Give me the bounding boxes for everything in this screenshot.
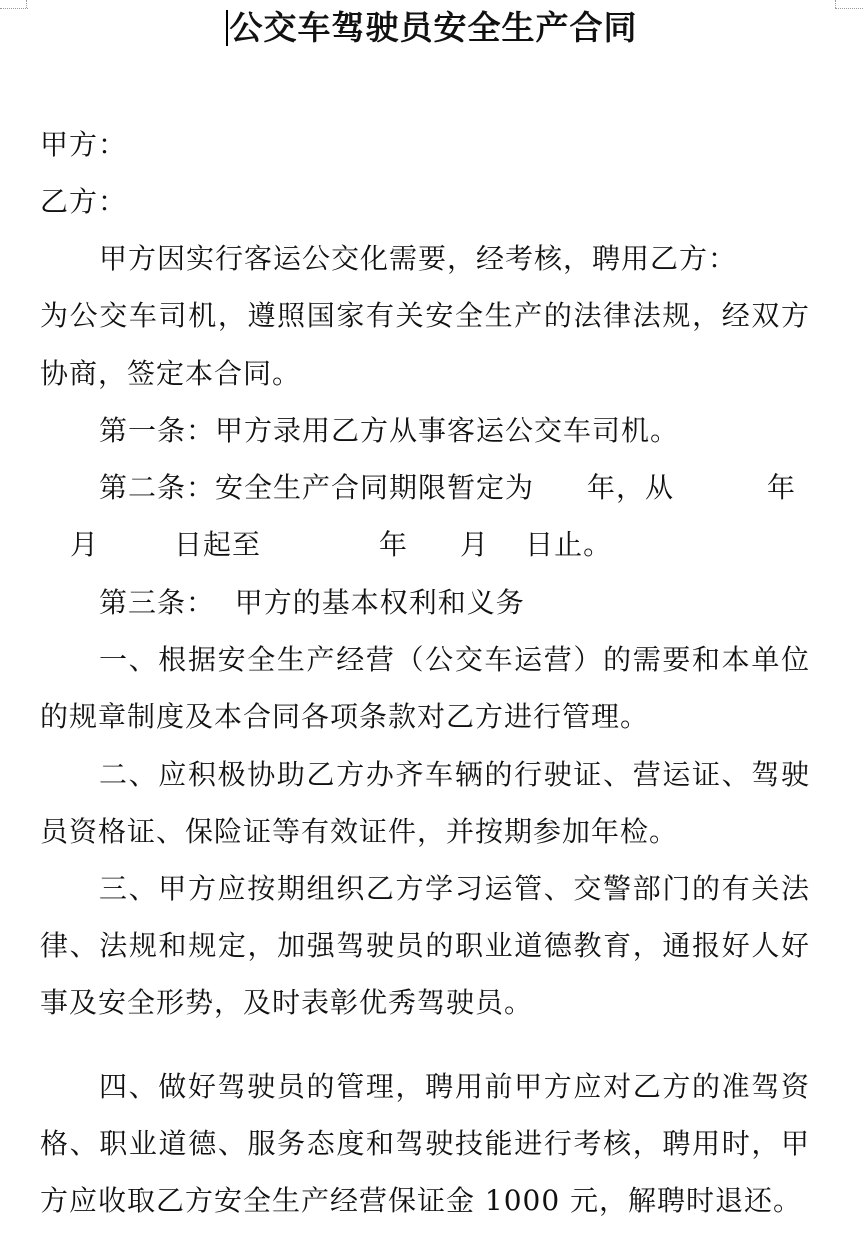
clause-2-line-1: 二、应积极协助乙方办齐车辆的行驶证、营运证、驾驶 (99, 758, 810, 791)
clause-1-line-1: 一、根据安全生产经营（公交车运营）的需要和本单位 (99, 643, 810, 676)
clause-3-line-3: 事及安全形势，及时表彰优秀驾驶员。 (40, 986, 534, 1019)
clause-2-line-2: 员资格证、保险证等有效证件，并按期参加年检。 (40, 815, 679, 848)
document-title-text: 公交车驾驶员安全生产合同 (229, 8, 638, 47)
clause-3-line-2: 律、法规和规定，加强驾驶员的职业道德教育，通报好人好 (40, 929, 810, 962)
clause-3-line-1: 三、甲方应按期组织乙方学习运管、交警部门的有关法 (99, 872, 810, 905)
article-2-month2: 月 (460, 528, 490, 561)
article-2-year1: 年，从 (587, 471, 675, 504)
article-3-heading: 第三条： 甲方的基本权利和义务 (99, 586, 525, 619)
intro-line-3: 协商，签定本合同。 (40, 357, 302, 390)
article-2-month1: 月 (70, 528, 100, 561)
clause-1-line-2: 的规章制度及本合同各项条款对乙方进行管理。 (40, 700, 650, 733)
party-b-line: 乙方： (40, 185, 128, 218)
article-2-year3: 年 (379, 528, 409, 561)
clause-4-line-3: 方应收取乙方安全生产经营保证金 1000 元，解聘时退还。 (40, 1184, 803, 1217)
article-2-day2: 日止。 (525, 528, 613, 561)
article-2-day1: 日起至 (174, 528, 262, 561)
article-2-year2: 年 (767, 471, 797, 504)
article-2-lead: 第二条：安全生产合同期限暂定为 (99, 471, 535, 504)
article-2-line-2 (40, 525, 840, 565)
text-cursor (226, 10, 228, 46)
party-a-line: 甲方： (40, 128, 128, 161)
clause-4-line-2: 格、职业道德、服务态度和驾驶技能进行考核，聘用时，甲 (40, 1127, 810, 1160)
document-title[interactable] (226, 8, 638, 48)
title-block (0, 8, 863, 48)
intro-line-2: 为公交车司机，遵照国家有关安全生产的法律法规，经双方 (40, 299, 810, 332)
intro-line-1: 甲方因实行客运公交化需要，经考核，聘用乙方： (99, 242, 738, 275)
article-2-line-1 (40, 468, 810, 508)
article-1: 第一条：甲方录用乙方从事客运公交车司机。 (99, 414, 680, 447)
clause-4-line-1: 四、做好驾驶员的管理，聘用前甲方应对乙方的准驾资 (99, 1070, 810, 1103)
